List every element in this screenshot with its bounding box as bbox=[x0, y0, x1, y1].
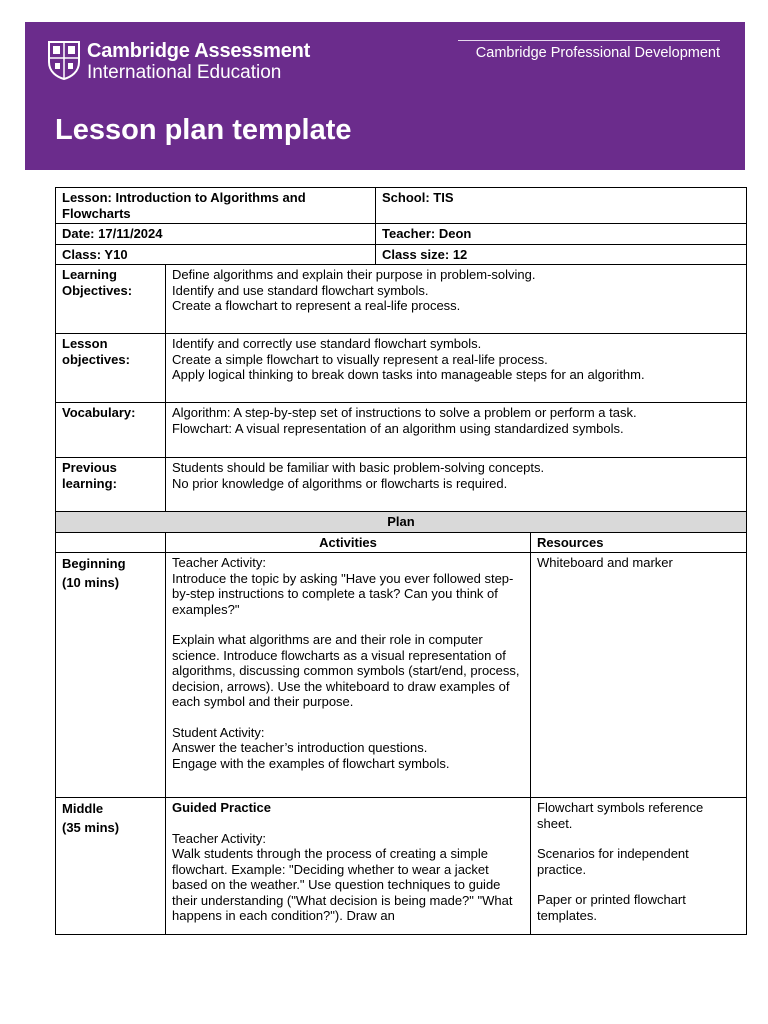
cambridge-logo bbox=[47, 40, 310, 84]
header-banner bbox=[25, 22, 745, 170]
cpd-label: Cambridge Professional Development bbox=[458, 40, 720, 61]
page-title: Lesson plan template bbox=[55, 114, 352, 146]
lesson-value: Introduction to Algorithms and Flowcharts bbox=[62, 190, 306, 221]
org-name-line2: International Education bbox=[87, 62, 282, 83]
crest-icon bbox=[47, 40, 81, 80]
beginning-activities: Teacher Activity: Introduce the topic by asking "Have you ever followed step-by-step instructions to complete a task? Can you think of examples?" Explain what algorithms are and their role in computer science. Introduce flowcharts as a visual representation of algorithms, discussing common symbols (start/end, process, decision, arrows). Use the whiteboard to draw examples of each symbol and their purpose. Student Activity: Answer the teacher’s introduction questions. Engage with the examples of flowchart symbols. bbox=[166, 553, 531, 798]
lesson-objectives-label: Lesson objectives: bbox=[56, 334, 166, 403]
plan-column-headers bbox=[56, 532, 747, 553]
middle-time: (35 mins) bbox=[62, 819, 120, 835]
lesson-cell: Lesson: Introduction to Algorithms and Flowcharts bbox=[56, 188, 376, 224]
learning-objectives-label: Learning Objectives: bbox=[56, 265, 166, 334]
class-value: Y10 bbox=[104, 246, 128, 262]
activities-header: Activities bbox=[166, 532, 531, 553]
plan-heading-row bbox=[56, 512, 747, 533]
vocabulary-row bbox=[56, 403, 747, 458]
beginning-time: (10 mins) bbox=[62, 574, 120, 590]
lesson-objectives-row bbox=[56, 334, 747, 403]
school-value: TIS bbox=[433, 190, 454, 205]
lesson-objectives-content: Identify and correctly use standard flowchart symbols. Create a simple flowchart to visually represent a real-life process. Apply logical thinking to break down tasks into manageable steps for an algorithm. bbox=[166, 334, 747, 403]
date-cell: Date: 17/11/2024 bbox=[56, 224, 376, 245]
learning-objectives-content: Define algorithms and explain their purpose in problem-solving. Identify and use standard flowchart symbols. Create a flowchart to represent a real-life process. bbox=[166, 265, 747, 334]
vocabulary-content: Algorithm: A step-by-step set of instructions to solve a problem or perform a task. Flowchart: A visual representation of an algorithm using standardized symbols. bbox=[166, 403, 747, 458]
lesson-plan-table bbox=[55, 187, 747, 935]
lesson-row bbox=[56, 188, 747, 224]
vocabulary-label: Vocabulary: bbox=[56, 403, 166, 458]
middle-resources: Flowchart symbols reference sheet. Scenarios for independent practice. Paper or printed flowchart templates. bbox=[531, 798, 747, 935]
class-size-value: 12 bbox=[452, 246, 468, 262]
stage-header-cell bbox=[56, 532, 166, 553]
learning-objectives-row bbox=[56, 265, 747, 334]
org-name-line1: Cambridge Assessment bbox=[87, 40, 311, 62]
previous-learning-row bbox=[56, 458, 747, 512]
class-cell: Class: Y10 bbox=[56, 244, 376, 265]
school-cell: School: TIS bbox=[376, 188, 747, 224]
previous-learning-label: Previous learning: bbox=[56, 458, 166, 512]
teacher-value: Deon bbox=[438, 226, 472, 241]
teacher-cell: Teacher: Deon bbox=[376, 224, 747, 245]
beginning-stage: Beginning (10 mins) bbox=[56, 553, 166, 798]
class-row bbox=[56, 244, 747, 265]
class-size-cell: Class size: 12 bbox=[376, 244, 747, 265]
middle-activities: Guided Practice Teacher Activity: Walk students through the process of creating a simple flowchart. Example: "Deciding whether to wear a jacket based on the weather." Use question techniques to guide their understanding ("What decision is being made?" "What happens in each condition?"). Draw an bbox=[166, 798, 531, 935]
plan-heading: Plan bbox=[56, 512, 747, 533]
beginning-resources: Whiteboard and marker bbox=[531, 553, 747, 798]
middle-stage: Middle (35 mins) bbox=[56, 798, 166, 935]
date-value: 17/11/2024 bbox=[98, 226, 163, 241]
middle-row bbox=[56, 798, 747, 935]
resources-header: Resources bbox=[531, 532, 747, 553]
previous-learning-content: Students should be familiar with basic problem-solving concepts. No prior knowledge of algorithms or flowcharts is required. bbox=[166, 458, 747, 512]
beginning-row bbox=[56, 553, 747, 798]
date-row bbox=[56, 224, 747, 245]
